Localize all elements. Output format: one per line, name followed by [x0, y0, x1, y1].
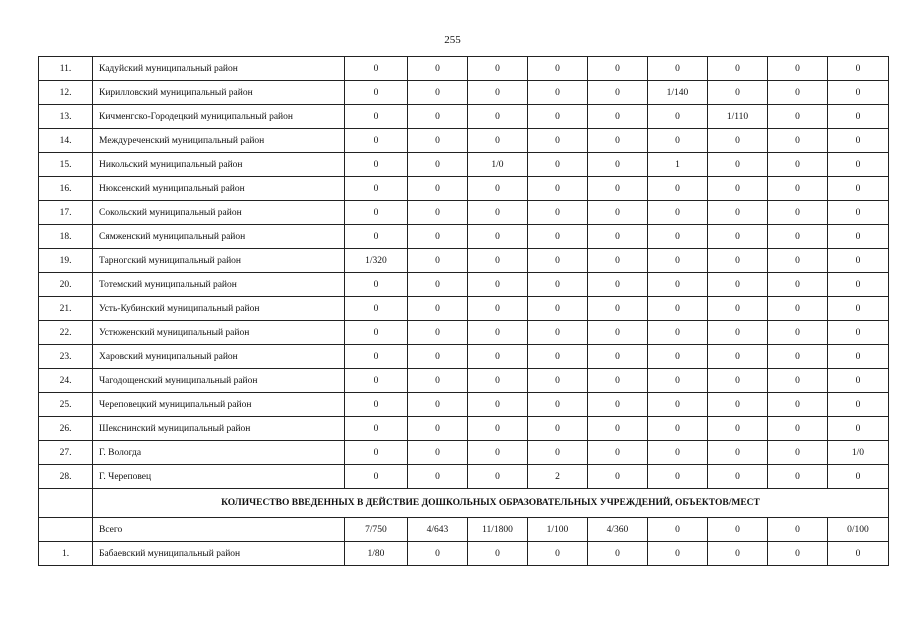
value-cell: 0 — [648, 393, 708, 417]
value-cell: 0 — [468, 81, 528, 105]
value-cell: 0 — [408, 369, 468, 393]
table-row — [39, 249, 889, 273]
value-cell: 0 — [828, 417, 889, 441]
value-cell: 0 — [468, 225, 528, 249]
data-table — [38, 56, 889, 566]
value-cell: 0 — [828, 129, 889, 153]
value-cell: 0 — [345, 57, 408, 81]
value-cell: 0 — [768, 273, 828, 297]
value-cell: 0 — [528, 393, 588, 417]
page-number: 255 — [444, 34, 461, 46]
value-cell: 0 — [528, 249, 588, 273]
table-row — [39, 225, 889, 249]
district-name: Кирилловский муниципальный район — [93, 81, 345, 105]
value-cell: 0 — [648, 177, 708, 201]
value-cell: 0 — [828, 345, 889, 369]
value-cell: 0 — [828, 465, 889, 489]
value-cell: 0 — [468, 57, 528, 81]
value-cell: 0 — [468, 297, 528, 321]
value-cell: 0 — [408, 81, 468, 105]
table-row — [39, 57, 889, 81]
value-cell: 0 — [768, 542, 828, 566]
value-cell: 0 — [528, 542, 588, 566]
value-cell: 0 — [708, 321, 768, 345]
value-cell: 0 — [345, 81, 408, 105]
value-cell: 0 — [588, 129, 648, 153]
value-cell: 0 — [768, 417, 828, 441]
value-cell: 0 — [648, 273, 708, 297]
district-name: Кичменгско-Городецкий муниципальный район — [93, 105, 345, 129]
row-number: 17. — [39, 201, 93, 225]
value-cell: 0 — [768, 225, 828, 249]
value-cell: 0 — [408, 417, 468, 441]
district-name: Г. Вологда — [93, 441, 345, 465]
row-number: 28. — [39, 465, 93, 489]
value-cell: 0 — [588, 81, 648, 105]
row-number: 12. — [39, 81, 93, 105]
district-name: Междуреченский муниципальный район — [93, 129, 345, 153]
value-cell: 0 — [708, 465, 768, 489]
table-row — [39, 465, 889, 489]
value-cell: 0 — [468, 465, 528, 489]
value-cell: 0 — [828, 393, 889, 417]
value-cell: 0 — [768, 57, 828, 81]
district-name: Сокольский муниципальный район — [93, 201, 345, 225]
value-cell: 0 — [828, 201, 889, 225]
value-cell: 0 — [828, 297, 889, 321]
value-cell: 0 — [588, 105, 648, 129]
value-cell: 1/100 — [528, 518, 588, 542]
value-cell: 0 — [408, 57, 468, 81]
value-cell: 0 — [588, 57, 648, 81]
value-cell: 0 — [708, 153, 768, 177]
value-cell: 0 — [588, 201, 648, 225]
table-row — [39, 177, 889, 201]
value-cell: 0 — [768, 518, 828, 542]
value-cell: 0 — [468, 249, 528, 273]
value-cell: 0 — [708, 542, 768, 566]
value-cell: 0 — [468, 369, 528, 393]
value-cell: 4/360 — [588, 518, 648, 542]
value-cell: 0 — [648, 542, 708, 566]
row-number — [39, 518, 93, 542]
row-number: 22. — [39, 321, 93, 345]
value-cell: 1/0 — [828, 441, 889, 465]
value-cell: 0 — [648, 129, 708, 153]
district-name: Усть-Кубинский муниципальный район — [93, 297, 345, 321]
value-cell: 0 — [345, 345, 408, 369]
table-row — [39, 129, 889, 153]
section-blank-cell — [39, 489, 93, 518]
value-cell: 2 — [528, 465, 588, 489]
value-cell: 0 — [408, 345, 468, 369]
table-row — [39, 105, 889, 129]
value-cell: 0 — [768, 129, 828, 153]
value-cell: 0 — [768, 249, 828, 273]
value-cell: 7/750 — [345, 518, 408, 542]
table-row — [39, 369, 889, 393]
district-name: Шекснинский муниципальный район — [93, 417, 345, 441]
value-cell: 0 — [408, 297, 468, 321]
district-name: Тотемский муниципальный район — [93, 273, 345, 297]
value-cell: 0 — [588, 417, 648, 441]
value-cell: 0 — [708, 249, 768, 273]
table-row — [39, 321, 889, 345]
table-row — [39, 81, 889, 105]
value-cell: 0 — [408, 105, 468, 129]
value-cell: 0 — [768, 81, 828, 105]
value-cell: 1/80 — [345, 542, 408, 566]
value-cell: 0 — [768, 393, 828, 417]
value-cell: 0 — [648, 57, 708, 81]
row-number: 16. — [39, 177, 93, 201]
district-name: Харовский муниципальный район — [93, 345, 345, 369]
value-cell: 0 — [468, 273, 528, 297]
table-row — [39, 441, 889, 465]
value-cell: 0 — [588, 225, 648, 249]
value-cell: 0 — [768, 297, 828, 321]
value-cell: 0 — [345, 105, 408, 129]
value-cell: 11/1800 — [468, 518, 528, 542]
value-cell: 0 — [828, 273, 889, 297]
value-cell: 0 — [588, 393, 648, 417]
table-row — [39, 345, 889, 369]
table-row — [39, 153, 889, 177]
value-cell: 0 — [468, 345, 528, 369]
value-cell: 0 — [468, 321, 528, 345]
value-cell: 0 — [528, 129, 588, 153]
value-cell: 0 — [768, 465, 828, 489]
value-cell: 0 — [408, 273, 468, 297]
value-cell: 0 — [408, 153, 468, 177]
value-cell: 0 — [345, 153, 408, 177]
value-cell: 0 — [408, 321, 468, 345]
row-number: 15. — [39, 153, 93, 177]
value-cell: 0 — [648, 417, 708, 441]
district-name: Бабаевский муниципальный район — [93, 542, 345, 566]
value-cell: 1 — [648, 153, 708, 177]
value-cell: 0 — [708, 369, 768, 393]
value-cell: 0 — [828, 57, 889, 81]
value-cell: 0 — [408, 177, 468, 201]
row-number: 20. — [39, 273, 93, 297]
value-cell: 0 — [468, 177, 528, 201]
value-cell: 0 — [345, 393, 408, 417]
value-cell: 0 — [345, 321, 408, 345]
value-cell: 0 — [768, 105, 828, 129]
table-row — [39, 542, 889, 566]
value-cell: 1/320 — [345, 249, 408, 273]
value-cell: 0 — [408, 129, 468, 153]
value-cell: 0 — [528, 417, 588, 441]
section-row — [39, 489, 889, 518]
value-cell: 0 — [528, 321, 588, 345]
value-cell: 0 — [345, 441, 408, 465]
value-cell: 0 — [768, 369, 828, 393]
row-number: 21. — [39, 297, 93, 321]
value-cell: 0 — [648, 321, 708, 345]
value-cell: 0 — [708, 273, 768, 297]
value-cell: 0 — [828, 542, 889, 566]
value-cell: 1/110 — [708, 105, 768, 129]
value-cell: 0 — [528, 57, 588, 81]
value-cell: 0 — [528, 369, 588, 393]
row-number: 23. — [39, 345, 93, 369]
value-cell: 0 — [768, 153, 828, 177]
row-number: 26. — [39, 417, 93, 441]
value-cell: 0 — [588, 321, 648, 345]
value-cell: 0 — [588, 542, 648, 566]
value-cell: 0 — [408, 249, 468, 273]
table-row — [39, 393, 889, 417]
value-cell: 0 — [828, 249, 889, 273]
value-cell: 0 — [768, 201, 828, 225]
value-cell: 0 — [828, 177, 889, 201]
value-cell: 0 — [345, 129, 408, 153]
value-cell: 0 — [528, 105, 588, 129]
value-cell: 0 — [588, 345, 648, 369]
value-cell: 0 — [468, 441, 528, 465]
value-cell: 0 — [708, 225, 768, 249]
district-name: Чагодощенский муниципальный район — [93, 369, 345, 393]
value-cell: 0 — [708, 417, 768, 441]
value-cell: 0 — [648, 297, 708, 321]
value-cell: 0 — [708, 518, 768, 542]
value-cell: 0 — [468, 542, 528, 566]
district-name: Г. Череповец — [93, 465, 345, 489]
value-cell: 0 — [588, 297, 648, 321]
section-heading: КОЛИЧЕСТВО ВВЕДЕННЫХ В ДЕЙСТВИЕ ДОШКОЛЬНЫХ ОБРАЗОВАТЕЛЬНЫХ УЧРЕЖДЕНИЙ, ОБЪЕКТОВ/МЕСТ — [93, 489, 889, 518]
district-name: Нюксенский муниципальный район — [93, 177, 345, 201]
table-row — [39, 273, 889, 297]
value-cell: 0 — [345, 273, 408, 297]
value-cell: 0 — [828, 369, 889, 393]
value-cell: 0 — [648, 465, 708, 489]
value-cell: 0 — [708, 297, 768, 321]
table-row — [39, 417, 889, 441]
value-cell: 0 — [588, 153, 648, 177]
value-cell: 0 — [408, 542, 468, 566]
value-cell: 0 — [468, 201, 528, 225]
value-cell: 0 — [528, 345, 588, 369]
table-row — [39, 297, 889, 321]
row-number: 1. — [39, 542, 93, 566]
value-cell: 0 — [468, 393, 528, 417]
value-cell: 0 — [708, 201, 768, 225]
value-cell: 0 — [345, 369, 408, 393]
value-cell: 0 — [648, 225, 708, 249]
value-cell: 0 — [768, 441, 828, 465]
value-cell: 0 — [468, 417, 528, 441]
value-cell: 0 — [345, 465, 408, 489]
value-cell: 0 — [708, 81, 768, 105]
value-cell: 0 — [708, 57, 768, 81]
value-cell: 0 — [408, 393, 468, 417]
value-cell: 0 — [528, 225, 588, 249]
value-cell: 0 — [468, 129, 528, 153]
value-cell: 0 — [828, 105, 889, 129]
value-cell: 0 — [528, 201, 588, 225]
value-cell: 1/140 — [648, 81, 708, 105]
table-row — [39, 201, 889, 225]
value-cell: 0 — [768, 321, 828, 345]
value-cell: 0 — [588, 177, 648, 201]
value-cell: 0 — [588, 249, 648, 273]
value-cell: 0 — [345, 225, 408, 249]
value-cell: 1/0 — [468, 153, 528, 177]
value-cell: 0 — [408, 201, 468, 225]
value-cell: 0 — [588, 273, 648, 297]
value-cell: 0 — [708, 441, 768, 465]
district-name: Всего — [93, 518, 345, 542]
value-cell: 0 — [528, 177, 588, 201]
value-cell: 0 — [528, 153, 588, 177]
value-cell: 0 — [828, 225, 889, 249]
value-cell: 0 — [828, 321, 889, 345]
value-cell: 0 — [528, 273, 588, 297]
value-cell: 0 — [345, 201, 408, 225]
value-cell: 0 — [708, 393, 768, 417]
total-row — [39, 518, 889, 542]
district-name: Никольский муниципальный район — [93, 153, 345, 177]
value-cell: 0 — [648, 369, 708, 393]
value-cell: 0 — [588, 441, 648, 465]
value-cell: 0 — [708, 129, 768, 153]
value-cell: 0 — [528, 81, 588, 105]
value-cell: 0 — [648, 105, 708, 129]
value-cell: 0 — [768, 345, 828, 369]
value-cell: 0 — [345, 417, 408, 441]
value-cell: 4/643 — [408, 518, 468, 542]
row-number: 19. — [39, 249, 93, 273]
value-cell: 0 — [648, 345, 708, 369]
value-cell: 0 — [528, 441, 588, 465]
value-cell: 0 — [828, 153, 889, 177]
row-number: 13. — [39, 105, 93, 129]
value-cell: 0 — [345, 297, 408, 321]
value-cell: 0 — [528, 297, 588, 321]
value-cell: 0 — [708, 177, 768, 201]
value-cell: 0 — [828, 81, 889, 105]
district-name: Сямженский муниципальный район — [93, 225, 345, 249]
district-name: Тарногский муниципальный район — [93, 249, 345, 273]
value-cell: 0 — [768, 177, 828, 201]
value-cell: 0 — [468, 105, 528, 129]
district-name: Кадуйский муниципальный район — [93, 57, 345, 81]
value-cell: 0 — [408, 441, 468, 465]
row-number: 25. — [39, 393, 93, 417]
row-number: 18. — [39, 225, 93, 249]
value-cell: 0 — [708, 345, 768, 369]
value-cell: 0 — [588, 465, 648, 489]
value-cell: 0 — [648, 518, 708, 542]
value-cell: 0 — [588, 369, 648, 393]
value-cell: 0 — [345, 177, 408, 201]
value-cell: 0 — [408, 465, 468, 489]
value-cell: 0 — [408, 225, 468, 249]
district-name: Устюженский муниципальный район — [93, 321, 345, 345]
value-cell: 0/100 — [828, 518, 889, 542]
row-number: 11. — [39, 57, 93, 81]
district-name: Череповецкий муниципальный район — [93, 393, 345, 417]
value-cell: 0 — [648, 249, 708, 273]
value-cell: 0 — [648, 201, 708, 225]
row-number: 24. — [39, 369, 93, 393]
value-cell: 0 — [648, 441, 708, 465]
row-number: 27. — [39, 441, 93, 465]
row-number: 14. — [39, 129, 93, 153]
